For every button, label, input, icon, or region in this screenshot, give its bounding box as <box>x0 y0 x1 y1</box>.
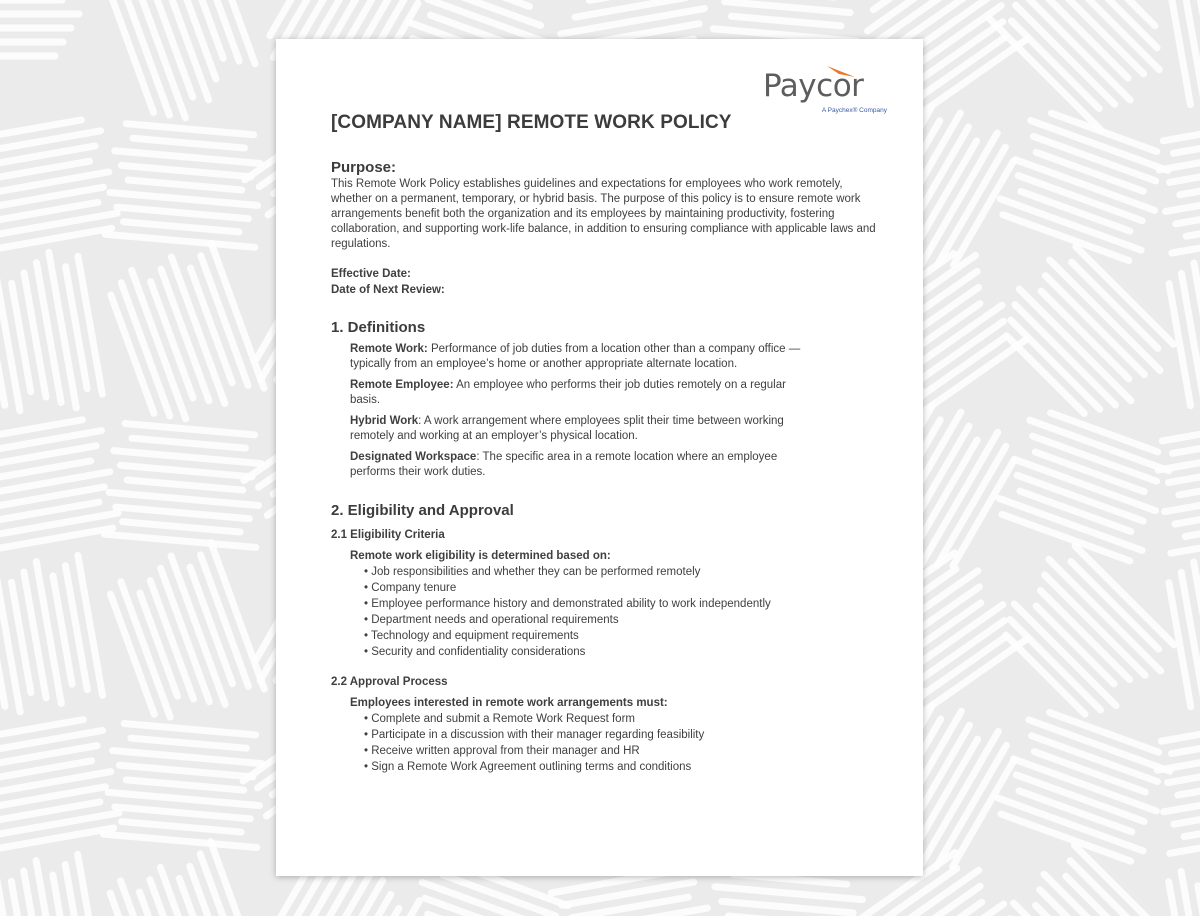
definition-item <box>350 450 802 480</box>
list-item: • Department needs and operational requirements <box>364 614 619 626</box>
definition-text: : The specific area in a remote location where an employee performs their work duties. <box>350 451 778 478</box>
approval-process-heading: 2.2 Approval Process <box>331 676 448 688</box>
definition-item <box>350 414 802 444</box>
approval-process-list <box>364 711 876 775</box>
list-item: • Complete and submit a Remote Work Request form <box>364 713 635 725</box>
next-review-label: Date of Next Review: <box>331 284 445 296</box>
list-item: • Receive written approval from their manager and HR <box>364 745 640 757</box>
purpose-text: This Remote Work Policy establishes guidelines and expectations for employees who work remotely, whether on a permanent, temporary, or hybrid basis. The purpose of this policy is to ensure remote work arrangements benefit both the organization and its employees by maintaining productivity, fostering collaboration, and supporting work-life balance, in addition to ensuring compliance with applicable laws and regulations. <box>331 178 876 250</box>
definition-term: Designated Workspace <box>350 451 477 463</box>
eligibility-criteria-lead: Remote work eligibility is determined based on: <box>350 550 611 562</box>
list-item: • Job responsibilities and whether they can be performed remotely <box>364 566 701 578</box>
purpose-heading: Purpose: <box>331 159 397 176</box>
document-title: [COMPANY NAME] REMOTE WORK POLICY <box>331 112 732 133</box>
effective-date-label: Effective Date: <box>331 268 411 280</box>
definition-text: An employee who performs their job duties remotely on a regular basis. <box>350 379 786 406</box>
document-body <box>331 158 876 775</box>
paycor-logo <box>763 65 889 117</box>
logo-tagline: A Paychex® Company <box>821 107 887 114</box>
list-item: • Sign a Remote Work Agreement outlining terms and conditions <box>364 761 692 773</box>
logo-wordmark: Paycor <box>763 68 864 104</box>
approval-process-lead: Employees interested in remote work arrangements must: <box>350 697 668 709</box>
eligibility-criteria-list <box>364 564 876 660</box>
definition-item <box>350 342 802 372</box>
definition-term: Remote Work: <box>350 343 428 355</box>
definitions-heading: 1. Definitions <box>331 319 426 336</box>
definition-text: : A work arrangement where employees split their time between working remotely and working at an employer’s physical location. <box>350 415 784 442</box>
definition-term: Remote Employee: <box>350 379 454 391</box>
eligibility-criteria-heading: 2.1 Eligibility Criteria <box>331 529 445 541</box>
list-item: • Company tenure <box>364 582 457 594</box>
list-item: • Employee performance history and demonstrated ability to work independently <box>364 598 771 610</box>
list-item: • Technology and equipment requirements <box>364 630 579 642</box>
definition-item <box>350 378 802 408</box>
definition-text: Performance of job duties from a location other than a company office — typically from an employee’s home or another appropriate alternate location. <box>350 343 801 370</box>
eligibility-heading: 2. Eligibility and Approval <box>331 502 514 519</box>
policy-document-page <box>276 39 923 876</box>
list-item: • Security and confidentiality considerations <box>364 646 586 658</box>
definition-term: Hybrid Work <box>350 415 419 427</box>
list-item: • Participate in a discussion with their manager regarding feasibility <box>364 729 705 741</box>
